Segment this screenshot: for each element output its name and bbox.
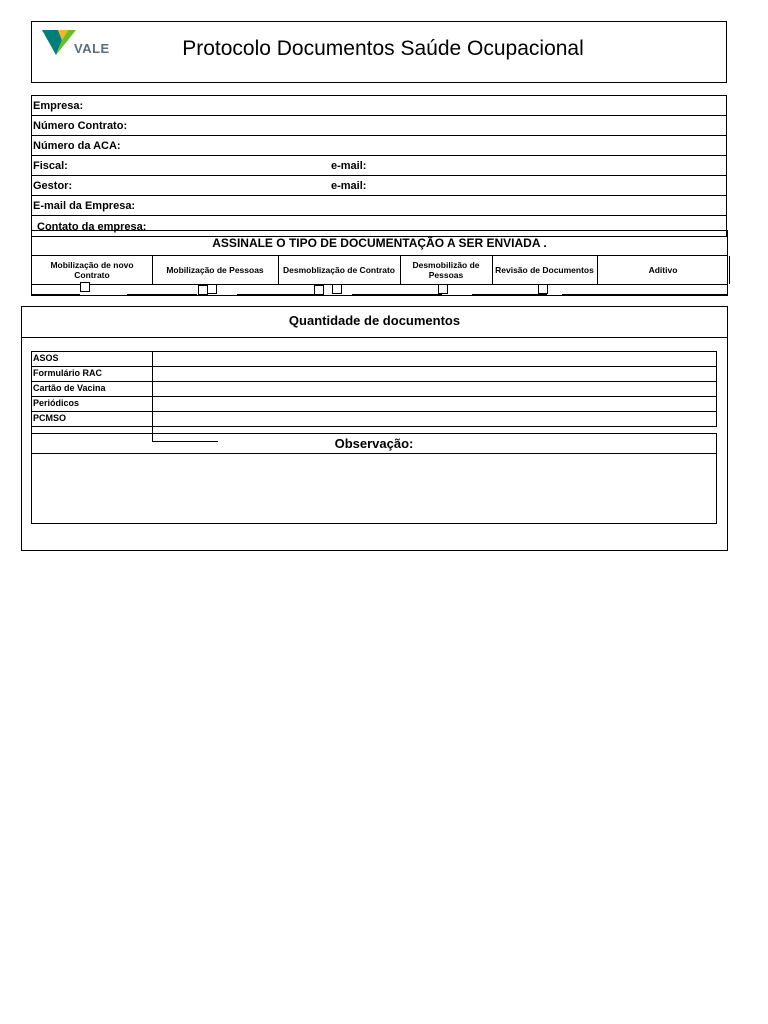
numero-contrato-label: Número Contrato: [33,120,128,132]
gestor-row[interactable] [32,176,726,196]
email-empresa-label: E-mail da Empresa: [33,200,136,212]
option-mobilizacao-contrato [32,256,153,284]
checkbox-desmobilizacao-contrato-b[interactable] [332,284,342,294]
options-divider [32,284,727,285]
empresa-row[interactable] [32,96,726,116]
option-desmobilizacao-contrato [278,256,401,284]
underline [237,294,315,295]
option-label: Revisão de Documentos [495,265,594,275]
checkbox-revisao-documentos[interactable] [538,284,548,294]
row-label: Formulário RAC [33,368,103,378]
document-type-options [31,256,728,296]
observacao-title: Observação: [32,434,716,454]
quantidade-table [31,351,717,441]
option-revisao-documentos [492,256,598,284]
observacao-box[interactable] [31,433,717,524]
option-label: Aditivo [648,265,678,275]
info-table [31,95,727,237]
table-row[interactable] [31,366,717,381]
option-label: Desmoblização de Contrato [283,265,395,275]
fiscal-row[interactable] [32,156,726,176]
row-label: PCMSO [33,413,67,423]
gestor-label: Gestor: [33,180,73,192]
option-label: Desmobilizão de Pessoas [412,260,480,280]
underline [32,294,80,295]
fiscal-email-label: e-mail: [331,160,367,172]
row-label: ASOS [33,353,59,363]
option-label: Mobilização de novo Contrato [50,260,134,280]
column-divider [152,412,153,426]
underline [352,294,442,295]
underline [562,294,728,295]
row-label: Periódicos [33,398,80,408]
form-header [31,21,727,83]
gestor-email-label: e-mail: [331,180,367,192]
checkbox-mobilizacao-contrato[interactable] [80,282,90,292]
page-title: Protocolo Documentos Saúde Ocupacional [182,37,584,60]
empresa-label: Empresa: [33,100,84,112]
option-desmobilizacao-pessoas [400,256,493,284]
checkbox-desmobilizacao-pessoas[interactable] [438,284,448,294]
numero-contrato-row[interactable] [32,116,726,136]
table-row[interactable] [31,381,717,396]
option-label: Mobilização de Pessoas [166,265,264,275]
fiscal-label: Fiscal: [33,160,68,172]
numero-aca-row[interactable] [32,136,726,156]
checkbox-desmobilizacao-contrato-a[interactable] [314,285,324,295]
contato-empresa-label: Contato da empresa: [37,221,147,233]
quantidade-title: Quantidade de documentos [22,307,727,338]
table-row[interactable] [31,351,717,366]
underline [472,294,547,295]
table-row[interactable] [31,396,717,411]
numero-aca-label: Número da ACA: [33,140,121,152]
option-mobilizacao-pessoas [152,256,279,284]
underline [127,294,197,295]
column-divider [152,367,153,381]
assinale-header: ASSINALE O TIPO DE DOCUMENTAÇÃO A SER ENVIADA . [31,230,728,256]
column-divider [152,382,153,396]
logo-text: VALE [74,41,110,56]
row-label: Cartão de Vacina [33,383,106,393]
checkbox-mobilizacao-pessoas-b[interactable] [207,284,217,294]
table-row[interactable] [31,411,717,426]
option-aditivo [597,256,730,284]
email-empresa-row[interactable] [32,196,726,216]
column-divider [152,397,153,411]
column-divider [152,352,153,366]
